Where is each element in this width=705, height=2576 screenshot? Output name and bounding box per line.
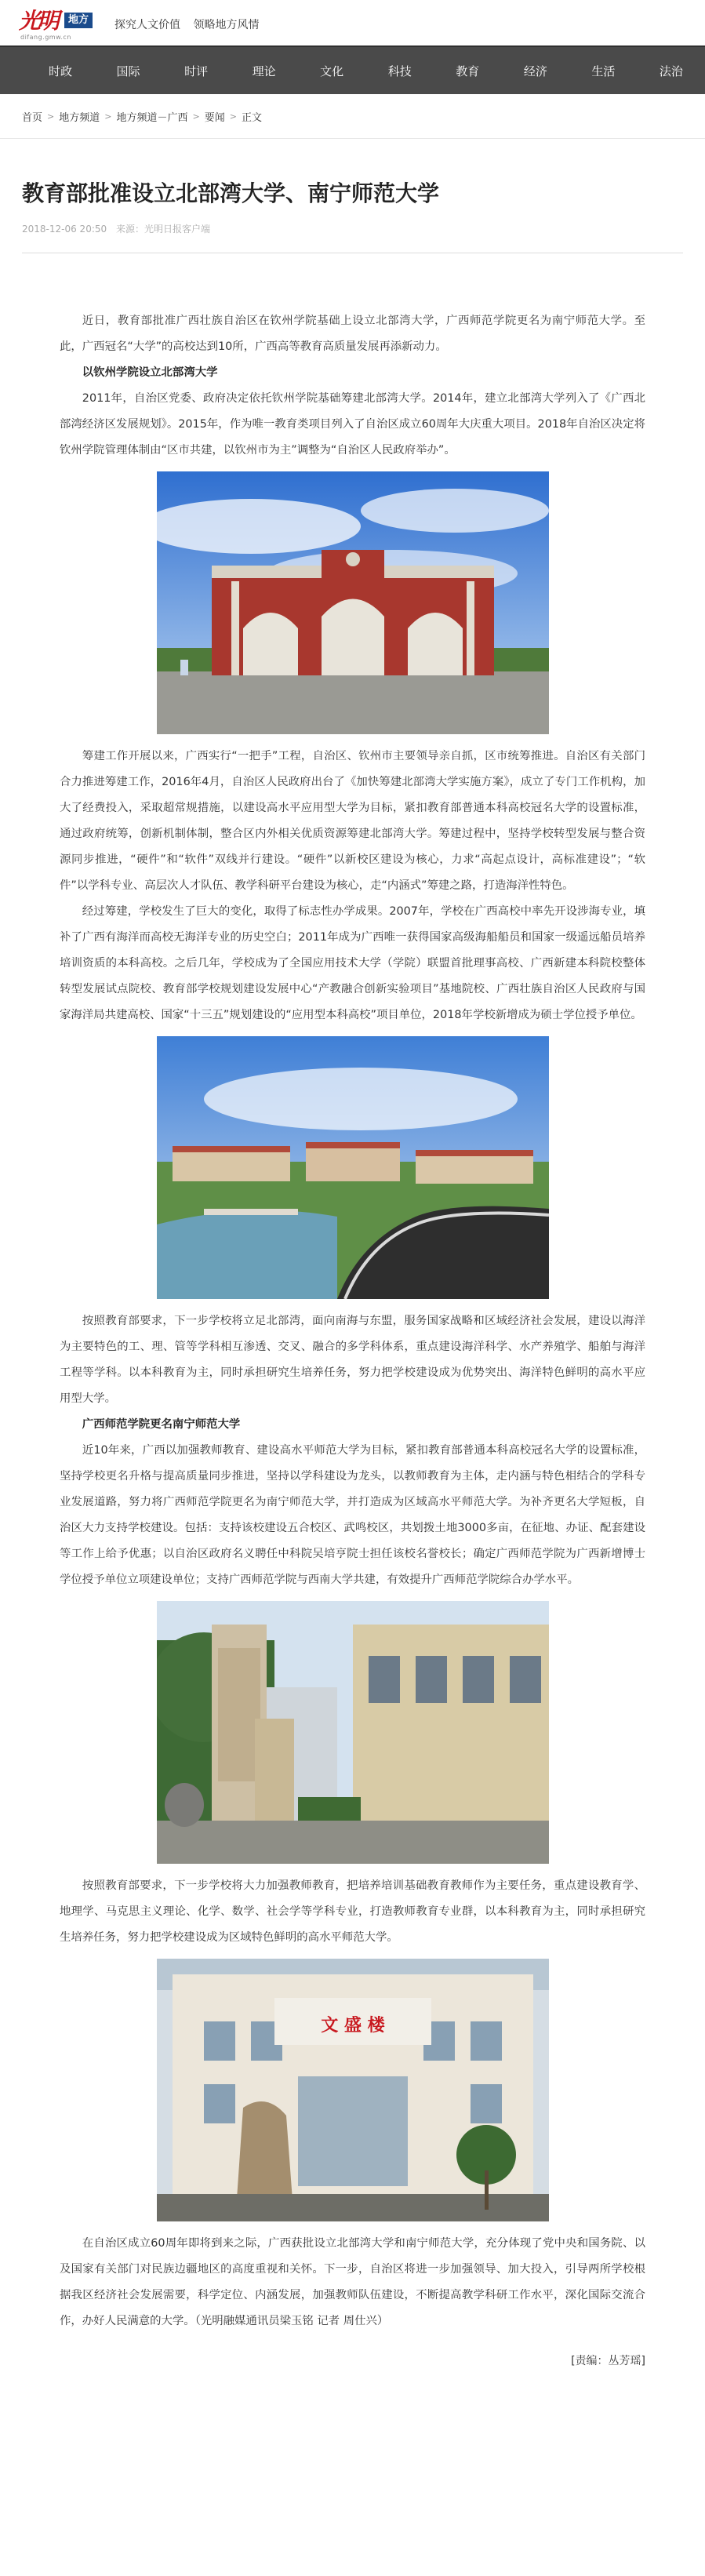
- paragraph: 按照教育部要求，下一步学校将立足北部湾，面向南海与东盟，服务国家战略和区域经济社会发展，建设以海洋为主要特色的工、理、管等学科相互渗透、交叉、融合的多学科体系，重点建设海洋科学、水产养殖学、船舶与海洋工程等学科。以本科教育为主，同时承担研究生培养任务，努力把学校建设成为优势突出、海洋特色鲜明的高水平应用型大学。: [60, 1315, 645, 1405]
- editor-credit: [60, 2349, 645, 2374]
- site-slogan: [114, 16, 268, 32]
- campus-monument-photo: [157, 1601, 549, 1864]
- article-body: [60, 308, 645, 2374]
- logo-url: difang.gmw.cn: [20, 34, 71, 41]
- paragraph: 筹建工作开展以来，广西实行“一把手”工程，自治区、钦州市主要领导亲自抓，区市统筹推进。自治区有关部门合力推进筹建工作，2016年4月，自治区人民政府出台了《加快筹建北部湾大学实施方案》，成立了专门工作机构，加大了经费投入，采取超常规措施，以建设高水平应用型大学为目标，紧扣教育部普通本科高校冠名大学的设置标准，通过政府统筹，创新机制体制，整合区内外相关优质资源筹建北部湾大学。筹建过程中，坚持学校转型发展与整合资源同步推进，“硬件”和“软件”双线并行建设。“硬件”以新校区建设为核心，力求“高起点设计，高标准建设”；“软件”以学科专业、高层次人才队伍、教学科研平台建设为核心，走“内涵式”筹建之路，打造海洋性特色。: [60, 750, 645, 892]
- editor-credit-text: [责编：丛芳瑶]: [571, 2355, 645, 2367]
- article-source: 来源：光明日报客户端: [115, 224, 210, 235]
- logo-glyph: 光明: [19, 8, 57, 34]
- nav-item-shenghuo[interactable]: 生活: [591, 64, 616, 78]
- breadcrumb-separator-icon: >: [104, 111, 112, 122]
- article-meta: [22, 222, 683, 235]
- slogan-text-1: 探究人文价值: [114, 19, 180, 31]
- site-logo[interactable]: [19, 8, 105, 39]
- breadcrumb-current: 正文: [241, 111, 262, 124]
- campus-aerial-photo: [157, 1036, 549, 1299]
- nav-item-fazhi[interactable]: 法治: [659, 64, 683, 78]
- breadcrumb-separator-icon: >: [229, 111, 237, 122]
- nav-item-keji[interactable]: 科技: [387, 64, 412, 78]
- breadcrumb: [0, 94, 705, 139]
- article-title: 教育部批准设立北部湾大学、南宁师范大学: [22, 180, 440, 206]
- main-nav: [0, 45, 705, 94]
- article-header: [0, 139, 705, 253]
- paragraph: 2011年，自治区党委、政府决定依托钦州学院基础筹建北部湾大学。2014年，建立北部湾大学列入了《广西北部湾经济区发展规划》。2015年，作为唯一教育类项目列入了自治区成立60周年大庆重大项目。2018年自治区决定将钦州学院管理体制由“区市共建，以钦州市为主”调整为“自治区人民政府举办”。: [60, 392, 645, 457]
- breadcrumb-separator-icon: >: [192, 111, 200, 122]
- nav-item-lilun[interactable]: 理论: [252, 64, 276, 78]
- paragraph: 近日，教育部批准广西壮族自治区在钦州学院基础上设立北部湾大学，广西师范学院更名为南宁师范大学。至此，广西冠名“大学”的高校达到10所，广西高等教育高质量发展再添新动力。: [60, 315, 645, 353]
- library-sign-text: 文 盛 楼: [320, 2015, 385, 2036]
- section-heading: 以钦州学院设立北部湾大学: [82, 366, 218, 379]
- breadcrumb-news[interactable]: 要闻: [204, 111, 225, 124]
- breadcrumb-channel[interactable]: 地方频道: [59, 111, 100, 124]
- nav-item-wenhua[interactable]: 文化: [320, 64, 344, 78]
- paragraph: 按照教育部要求，下一步学校将大力加强教师教育，把培养培训基础教育教师作为主要任务，重点建设教育学、地理学、马克思主义理论、化学、数学、社会学等学科专业，打造教师教育专业群，以本科教育为主，同时承担研究生培养任务，努力把学校建设成为区域特色鲜明的高水平师范大学。: [60, 1879, 645, 1944]
- logo-badge: 地方: [64, 13, 93, 28]
- paragraph: 近10年来，广西以加强教师教育、建设高水平师范大学为目标，紧扣教育部普通本科高校冠名大学的设置标准，坚持学校更名升格与提高质量同步推进，坚持以学科建设为龙头，以教师教育为主体，走内涵与特色相结合的学科专业发展道路，努力将广西师范学院更名为南宁师范大学，并打造成为区域高水平师范大学。为补齐更名大学短板，自治区大力支持学校建设。包括：支持该校建设五合校区、武鸣校区，共划拨土地3000多亩，在征地、办证、配套建设等工作上给予优惠；以自治区政府名义聘任中科院吴培亨院士担任该校名誉校长；确定广西师范学院为广西新增博士学位授予单位立项建设单位；支持广西师范学院与西南大学共建，有效提升广西师范学院综合办学水平。: [60, 1444, 645, 1586]
- library-building-photo: [157, 1959, 549, 2221]
- paragraph: 经过筹建，学校发生了巨大的变化，取得了标志性办学成果。2007年，学校在广西高校中率先开设涉海专业，填补了广西有海洋而高校无海洋专业的历史空白；2011年成为广西唯一获得国家高级海船船员和国家一级遥远船员培养培训资质的本科高校。之后几年，学校成为了全国应用技术大学（学院）联盟首批理事高校、广西新建本科院校整体转型发展试点院校、教育部学校规划建设发展中心“产教融合创新实验项目”基地院校、广西壮族自治区人民政府与国家海洋局共建高校、国家“十三五”规划建设的“应用型本科高校”项目单位，2018年学校新增成为硕士学位授予单位。: [60, 905, 645, 1021]
- article-date: 2018-12-06 20:50: [22, 224, 107, 235]
- slogan-text-2: 领略地方风情: [193, 19, 260, 31]
- nav-item-jingji[interactable]: 经济: [523, 64, 547, 78]
- campus-gate-photo: [157, 471, 549, 734]
- nav-item-shizheng[interactable]: 时政: [48, 64, 72, 78]
- paragraph: 在自治区成立60周年即将到来之际，广西获批设立北部湾大学和南宁师范大学，充分体现了党中央和国务院、以及国家有关部门对民族边疆地区的高度重视和关怀。下一步，自治区将进一步加强领导、加大投入，引导两所学校根据我区经济社会发展需要，科学定位、内涵发展，加强教师队伍建设，不断提高教学科研工作水平，深化国际交流合作，办好人民满意的大学。（光明融媒通讯员梁玉铭 记者 周仕兴）: [60, 2237, 645, 2327]
- section-heading: 广西师范学院更名南宁师范大学: [82, 1418, 241, 1431]
- breadcrumb-separator-icon: >: [47, 111, 55, 122]
- nav-item-guoji[interactable]: 国际: [116, 64, 140, 78]
- nav-item-jiaoyu[interactable]: 教育: [456, 64, 480, 78]
- breadcrumb-guangxi[interactable]: 地方频道－广西: [116, 111, 188, 124]
- breadcrumb-home[interactable]: 首页: [22, 111, 43, 124]
- nav-item-shiping[interactable]: 时评: [184, 64, 209, 78]
- site-header: [0, 0, 705, 45]
